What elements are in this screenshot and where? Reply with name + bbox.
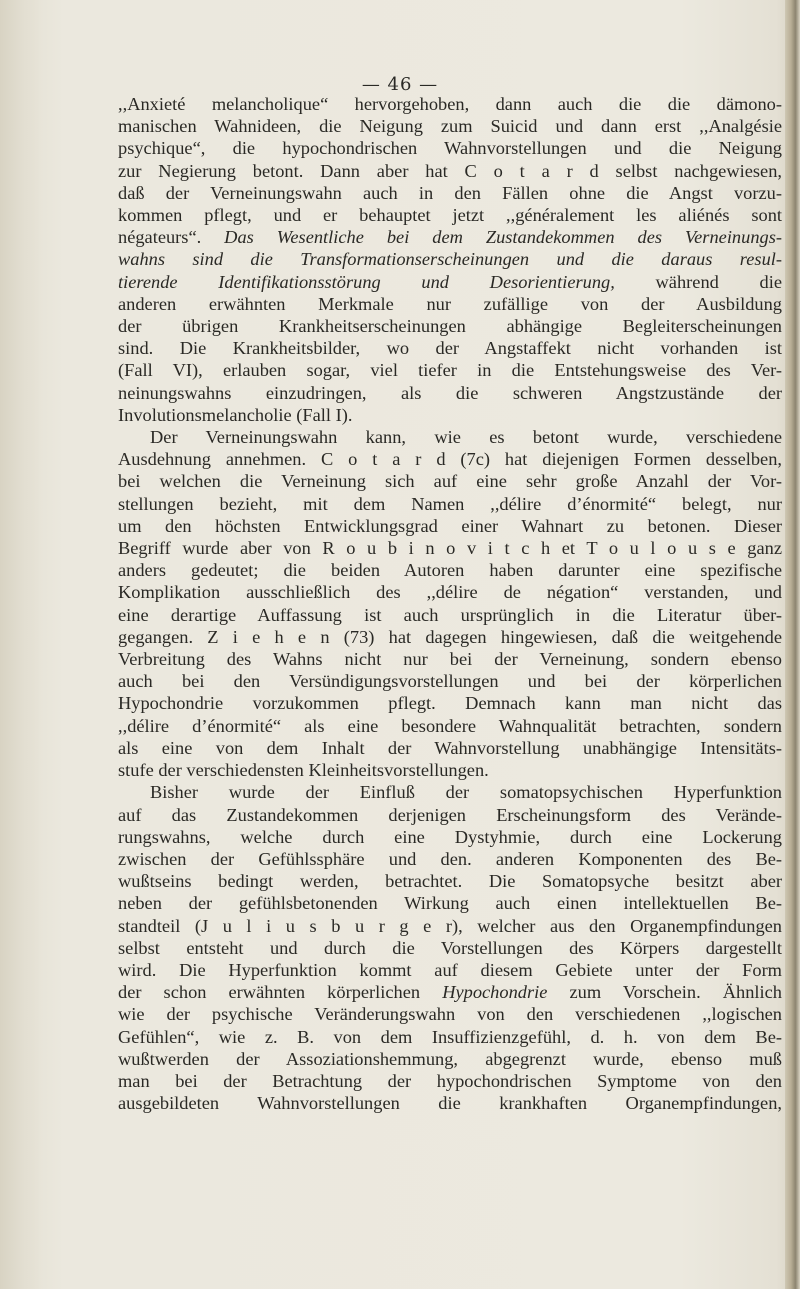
text-line — [118, 826, 782, 848]
text-line — [118, 804, 782, 826]
text-line — [118, 648, 782, 670]
text-line — [118, 248, 782, 270]
text-line — [118, 759, 782, 781]
text-run: Involutionsmelancholie (Fall I). — [118, 404, 353, 425]
text-line — [118, 226, 782, 248]
text-line — [118, 1092, 782, 1114]
text-run: der schon erwähnten körperlichen — [118, 982, 443, 1003]
text-run: wird. Die Hyperfunktion kommt auf diesem Gebiete unter der Form — [118, 959, 782, 980]
page-number: — 46 — — [361, 74, 439, 95]
text-run: stellungen bezieht, mit dem Namen ,,délire d’énormité“ belegt, nur — [118, 493, 782, 514]
text-run: eine derartige Auffassung ist auch ursprünglich in die Literatur über- — [118, 604, 782, 625]
page-edge — [785, 0, 800, 1289]
text-run: Gefühlen“, wie z. B. von dem Insuffizienzgefühl, d. h. von dem Be- — [118, 1026, 782, 1047]
text-run: ,,délire d’énormité“ als eine besondere Wahnqualität betrachten, sondern — [118, 715, 782, 736]
text-run: kommen pflegt, und er behauptet jetzt ,,généralement les aliénés sont — [118, 205, 782, 226]
text-line — [118, 692, 782, 714]
text-run: psychique“, die hypochondrischen Wahnvorstellungen und die Neigung — [118, 138, 782, 159]
text-line — [118, 182, 782, 204]
text-run: zwischen der Gefühlssphäre und den. anderen Komponenten des Be- — [118, 848, 782, 869]
text-line — [118, 204, 782, 226]
text-run: wußtseins bedingt werden, betrachtet. Die Somatopsyche besitzt aber — [118, 871, 782, 892]
text-run: stufe der verschiedensten Kleinheitsvorstellungen. — [118, 760, 489, 781]
text-run: anderen erwähnten Merkmale nur zufällige von der Ausbildung — [118, 293, 782, 314]
text-run: während die — [614, 271, 782, 292]
text-line — [118, 737, 782, 759]
text-line — [118, 93, 782, 115]
text-line — [118, 1048, 782, 1070]
text-line — [118, 515, 782, 537]
text-run: daß der Verneinungswahn auch in den Fällen ohne die Angst vorzu- — [118, 182, 782, 203]
text-line — [118, 937, 782, 959]
text-line — [118, 382, 782, 404]
text-line — [118, 715, 782, 737]
text-line — [118, 315, 782, 337]
text-run: Der Verneinungswahn kann, wie es betont wurde, verschiedene — [150, 427, 782, 448]
text-run: zum Vorschein. Ähnlich — [547, 982, 782, 1003]
text-run: sind. Die Krankheitsbilder, wo der Angstaffekt nicht vorhanden ist — [118, 338, 782, 359]
text-run: Bisher wurde der Einfluß der somatopsychischen Hyperfunktion — [150, 782, 782, 803]
text-run: wie der psychische Veränderungswahn von den verschiedenen ,,logischen — [118, 1004, 782, 1025]
text-line — [118, 870, 782, 892]
italic-text: wahns sind die Transformationserscheinungen und die daraus resul- — [118, 249, 782, 270]
text-run: der übrigen Krankheitserscheinungen abhängige Begleiterscheinungen — [118, 316, 782, 337]
text-line — [118, 626, 782, 648]
text-line — [118, 781, 782, 803]
body-text — [118, 93, 782, 1114]
text-line — [118, 404, 782, 426]
text-line — [118, 1026, 782, 1048]
text-line — [118, 448, 782, 470]
text-line — [118, 537, 782, 559]
text-run: auf das Zustandekommen derjenigen Erscheinungsform des Verände- — [118, 804, 782, 825]
text-run: rungswahns, welche durch eine Dystyhmie, durch eine Lockerung — [118, 826, 782, 847]
text-line — [118, 981, 782, 1003]
text-run: gegangen. Z i e h e n (73) hat dagegen hingewiesen, daß die weitgehende — [118, 626, 782, 647]
text-line — [118, 293, 782, 315]
text-run: négateurs“. — [118, 227, 225, 248]
text-run: zur Negierung betont. Dann aber hat C o t a r d selbst nachgewiesen, — [118, 160, 782, 181]
text-run: bei welchen die Verneinung sich auf eine sehr große Anzahl der Vor- — [118, 471, 782, 492]
text-run: Hypochondrie vorzukommen pflegt. Demnach kann man nicht das — [118, 693, 782, 714]
page-gutter-shadow — [0, 0, 42, 1289]
text-line — [118, 160, 782, 182]
text-run: Verbreitung des Wahns nicht nur bei der Verneinung, sondern ebenso — [118, 649, 782, 670]
text-run: als eine von dem Inhalt der Wahnvorstellung unabhängige Intensitäts- — [118, 737, 782, 758]
text-line — [118, 915, 782, 937]
italic-text: Das Wesentliche bei dem Zustandekommen des Verneinungs- — [224, 227, 782, 248]
text-run: selbst entsteht und durch die Vorstellungen des Körpers dargestellt — [118, 937, 782, 958]
text-line — [118, 115, 782, 137]
text-line — [118, 848, 782, 870]
text-line — [118, 670, 782, 692]
text-line — [118, 359, 782, 381]
text-line — [118, 1003, 782, 1025]
text-line — [118, 470, 782, 492]
text-line — [118, 493, 782, 515]
text-line — [118, 581, 782, 603]
text-line — [118, 426, 782, 448]
text-run: wußtwerden der Assoziationshemmung, abgegrenzt wurde, ebenso muß — [118, 1048, 782, 1069]
text-line — [118, 959, 782, 981]
text-run: (Fall VI), erlauben sogar, viel tiefer in die Entstehungsweise des Ver- — [118, 360, 782, 381]
text-line — [118, 337, 782, 359]
text-line — [118, 604, 782, 626]
text-run: standteil (J u l i u s b u r g e r), welcher aus den Organempfindungen — [118, 915, 782, 936]
text-run: um den höchsten Entwicklungsgrad einer Wahnart zu betonen. Dieser — [118, 515, 782, 536]
text-run: anders gedeutet; die beiden Autoren haben darunter eine spezifische — [118, 560, 782, 581]
text-line — [118, 892, 782, 914]
text-run: manischen Wahnideen, die Neigung zum Suicid und dann erst ,,Analgésie — [118, 116, 782, 137]
italic-text: tierende Identifikationsstörung und Desorientierung, — [118, 271, 615, 292]
text-run: Begriff wurde aber von R o u b i n o v i t c h et T o u l o u s e ganz — [118, 538, 782, 559]
italic-text: Hypochondrie — [442, 982, 548, 1003]
text-run: neinungswahns einzudringen, als die schweren Angstzustände der — [118, 382, 782, 403]
text-run: Ausdehnung annehmen. C o t a r d (7c) hat diejenigen Formen desselben, — [118, 449, 782, 470]
text-run: ,,Anxieté melancholique“ hervorgehoben, dann auch die die dämono- — [118, 94, 782, 114]
text-run: ausgebildeten Wahnvorstellungen die krankhaften Organempfindungen, — [118, 1093, 782, 1114]
text-run: auch bei den Versündigungsvorstellungen und bei der körperlichen — [118, 671, 782, 692]
text-line — [118, 1070, 782, 1092]
text-line — [118, 271, 782, 293]
text-run: man bei der Betrachtung der hypochondrischen Symptome von den — [118, 1070, 782, 1091]
text-run: neben der gefühlsbetonenden Wirkung auch einen intellektuellen Be- — [118, 893, 782, 914]
text-line — [118, 137, 782, 159]
text-line — [118, 559, 782, 581]
text-run: Komplikation ausschließlich des ,,délire de négation“ verstanden, und — [118, 582, 782, 603]
